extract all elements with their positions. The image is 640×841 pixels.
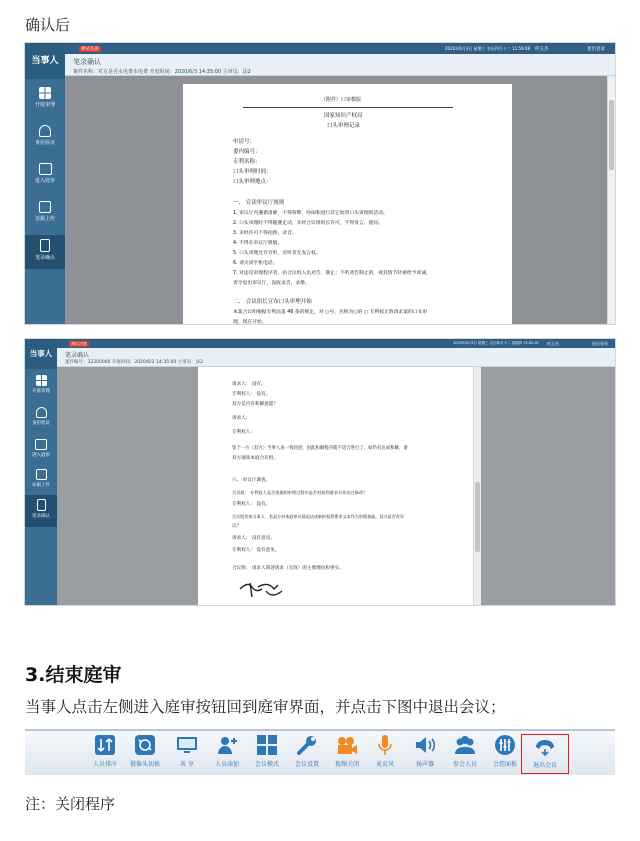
case-info-bar <box>65 54 615 76</box>
record-icon <box>37 499 46 511</box>
page-line: 2. 口头审理时不得随便走动，未经合议组组长许可，不得发言，提问。 <box>233 221 384 226</box>
page-line: 鉴于一方（双方）当事人表一致同意，因此和解程序就不适合进行了，如仍有达成和解，请 <box>232 446 408 451</box>
page-line: 口头审理地点： <box>233 179 272 185</box>
upload-icon <box>39 201 51 213</box>
page-line: 6. 请关闭手机电话。 <box>233 261 278 266</box>
record-page <box>183 84 512 325</box>
document-viewer[interactable] <box>57 367 615 605</box>
app-sidebar <box>25 339 57 605</box>
topbar-user[interactable]: 何玉杰 <box>547 341 559 346</box>
page-line: 双方通知本庭合议组。 <box>232 456 278 461</box>
page-line: 3. 未经许可不得拍照，录音。 <box>233 231 297 236</box>
sidebar-item-label: 笔录确认 <box>32 514 50 519</box>
sidebar-item-label: 开庭审理 <box>32 389 50 394</box>
case-info: 案件名称：对方是否水电费水电费 开庭时间：2020/6/3 14:35:00 主审员：法2 <box>73 69 251 75</box>
signature-image <box>238 577 288 601</box>
windows-icon <box>39 87 51 99</box>
page-line: 合议组告知当事人：若双方对本庭审议情况达成新的权利要求文本作为审理基础，双方是否有异 <box>232 514 404 519</box>
sidebar-item-label: 开庭审理 <box>34 102 55 108</box>
page-line: 申请号： <box>233 139 256 145</box>
camera-switch-icon <box>134 734 156 756</box>
court-badge: 测试法庭 <box>81 47 99 52</box>
upload-icon <box>36 469 47 480</box>
camera-switch-button[interactable] <box>121 734 169 774</box>
meeting-toolbar <box>25 729 615 775</box>
page-line: 责令退出审议厅，没收录音，录像。 <box>233 281 310 286</box>
page-line: 请求人： 没有意见。 <box>232 536 275 541</box>
page-line: 专利权人： 没有。 <box>232 392 271 397</box>
app-topbar <box>65 43 615 54</box>
case-info-bar <box>57 348 615 367</box>
sidebar-item-record-confirm[interactable] <box>25 235 65 269</box>
app-logo: 当事人 <box>25 339 57 369</box>
court-badge: 测试法庭 <box>71 341 87 346</box>
sidebar-item-label: 身份验证 <box>32 421 50 426</box>
logout-link[interactable]: 退出登录 <box>587 47 605 52</box>
topbar-datetime: 2020年6月3日 星期三 农历四月十二 11:59:48 <box>445 46 531 51</box>
sidebar-item-evidence-upload[interactable] <box>25 201 65 231</box>
sidebar-item-label: 证据上传 <box>32 483 50 488</box>
screenshot-record-confirm-2 <box>24 338 616 606</box>
control-panel-icon <box>494 734 516 756</box>
page-line: 专利权人： <box>232 430 255 435</box>
tool-label: 参会人员 <box>452 761 477 768</box>
page-line: 1. 审议厅内遵循肃静，不得喧哗，吵闹和进行其它妨害口头审理的活动。 <box>233 211 388 216</box>
exit-meeting-button[interactable] <box>521 734 569 774</box>
tool-label: 退出会议 <box>532 762 557 769</box>
wrench-icon <box>296 734 318 756</box>
speaker-icon <box>414 734 436 756</box>
grid-layout-icon <box>256 734 278 756</box>
tool-label: 人员排序 <box>92 761 117 768</box>
sidebar-item-label: 笔录确认 <box>34 255 55 261</box>
page-line: 理，现在开始。 <box>233 320 267 325</box>
page-line: 请求人： <box>232 416 251 421</box>
app-topbar <box>57 339 615 348</box>
sidebar-item-identity[interactable] <box>25 407 57 435</box>
page-line: （附件）口审模版 <box>321 97 362 103</box>
sidebar-item-identity[interactable] <box>25 125 65 155</box>
case-info: 案件编号：32300000 开庭时间：2020/6/3 14:35:00 主审员：法2 <box>65 360 203 365</box>
page-line: 委内编号： <box>233 149 261 155</box>
page-title: 笔录确认 <box>73 58 101 66</box>
scrollbar-thumb[interactable] <box>609 100 614 170</box>
person-check-icon <box>39 125 51 137</box>
page-line: 专利权人： 没有意见。 <box>232 548 280 553</box>
page-line: 合议组： 请求人简述请求（无效）的主要理由和事实。 <box>232 566 344 571</box>
page-line: 本案合议组根据专利法第 46 条的规定，对 ○号，名称为○的 ○ 专利权无效请求案的口头审 <box>233 310 428 315</box>
page-line: 专利名称： <box>233 159 261 165</box>
tool-label: 扬声器 <box>415 761 434 768</box>
scrollbar-thumb[interactable] <box>475 482 480 552</box>
logout-link[interactable]: 退出登录 <box>592 341 608 346</box>
page-line: 双方是否有和解意愿？ <box>232 402 278 407</box>
page-line: 二、 合议组长宣布口头审理开始 <box>233 299 312 305</box>
microphone-icon <box>374 734 396 756</box>
add-person-icon <box>216 734 238 756</box>
exit-meeting-icon <box>534 735 556 757</box>
sort-icon <box>94 734 116 756</box>
page-line: 7. 对违反审理程序者，由合议组入员劝告，制止；不听劝告制止的，视其情节轻重给予训诫， <box>233 271 431 276</box>
people-icon <box>35 439 47 450</box>
page-title: 笔录确认 <box>65 352 90 359</box>
tool-label: 会控面板 <box>492 761 517 768</box>
record-page <box>198 367 474 606</box>
page-line: 一、 宣读审议厅规则 <box>233 200 285 206</box>
page-line: 4. 不得在审议厅吸烟。 <box>233 241 283 246</box>
sidebar-item-enter-hearing[interactable] <box>25 439 57 467</box>
section-heading: 3.结束庭审 <box>25 664 122 686</box>
tool-label: 人员添加 <box>214 761 239 768</box>
page-line: 请求人： 没有。 <box>232 382 266 387</box>
app-logo: 当事人 <box>25 43 65 79</box>
page-line: 议？ <box>232 524 242 529</box>
participants-icon <box>454 734 476 756</box>
windows-icon <box>36 375 47 386</box>
video-off-icon <box>336 734 358 756</box>
note-text: 注：关闭程序 <box>25 795 116 813</box>
document-scrollbar[interactable] <box>607 76 615 324</box>
sidebar-item-label: 进入庭审 <box>32 453 50 458</box>
document-scrollbar[interactable] <box>473 367 481 605</box>
person-check-icon <box>36 407 47 418</box>
page-rule <box>243 107 453 108</box>
caption-confirm-after: 确认后 <box>25 16 71 34</box>
page-line: 六、 审议厅调查。 <box>232 478 271 483</box>
record-icon <box>40 239 50 252</box>
sidebar-item-record-confirm[interactable] <box>25 495 57 527</box>
document-viewer[interactable] <box>65 76 615 324</box>
people-icon <box>39 163 52 175</box>
sidebar-item-label: 身份验证 <box>34 140 55 146</box>
sidebar-item-label: 进入庭审 <box>34 178 55 184</box>
sidebar-item-open-hearing[interactable] <box>25 87 65 117</box>
page-line: 国家知识产权局 <box>324 113 363 119</box>
sidebar-item-evidence-upload[interactable] <box>25 469 57 497</box>
page-line: 5. 口头审理允许旁听，旁听者无发言权。 <box>233 251 321 256</box>
instruction-text: 当事人点击左侧进入庭审按钮回到庭审界面，并点击下图中退出会议； <box>25 698 506 716</box>
app-sidebar <box>25 43 65 324</box>
page-line: 合议组： 专利权人是否依据的审理过程中是否对权利要求书作出过修改？ <box>232 490 368 495</box>
sidebar-item-open-hearing[interactable] <box>25 375 57 403</box>
page-line: 口头审理时间： <box>233 169 272 175</box>
tool-label: 麦克风 <box>375 761 394 768</box>
tool-label: 共 享 <box>180 761 194 768</box>
topbar-user[interactable]: 何玉杰 <box>535 47 549 52</box>
tool-label: 会议模式 <box>254 761 279 768</box>
sidebar-item-label: 证据上传 <box>34 216 55 222</box>
tool-label: 视频关闭 <box>334 761 359 768</box>
sidebar-item-enter-hearing[interactable] <box>25 163 65 193</box>
topbar-datetime: 2020年6月3日 星期三 农历四月十二 星期四 15:00:07 <box>453 341 540 345</box>
page-line: 专利权人： 没有。 <box>232 502 271 507</box>
tool-label: 摄像头切换 <box>129 761 160 768</box>
tool-label: 会议设置 <box>294 761 319 768</box>
page-line: 口头审理记录 <box>327 123 361 129</box>
screen-share-icon <box>176 734 198 756</box>
screenshot-record-confirm-1 <box>24 42 616 325</box>
